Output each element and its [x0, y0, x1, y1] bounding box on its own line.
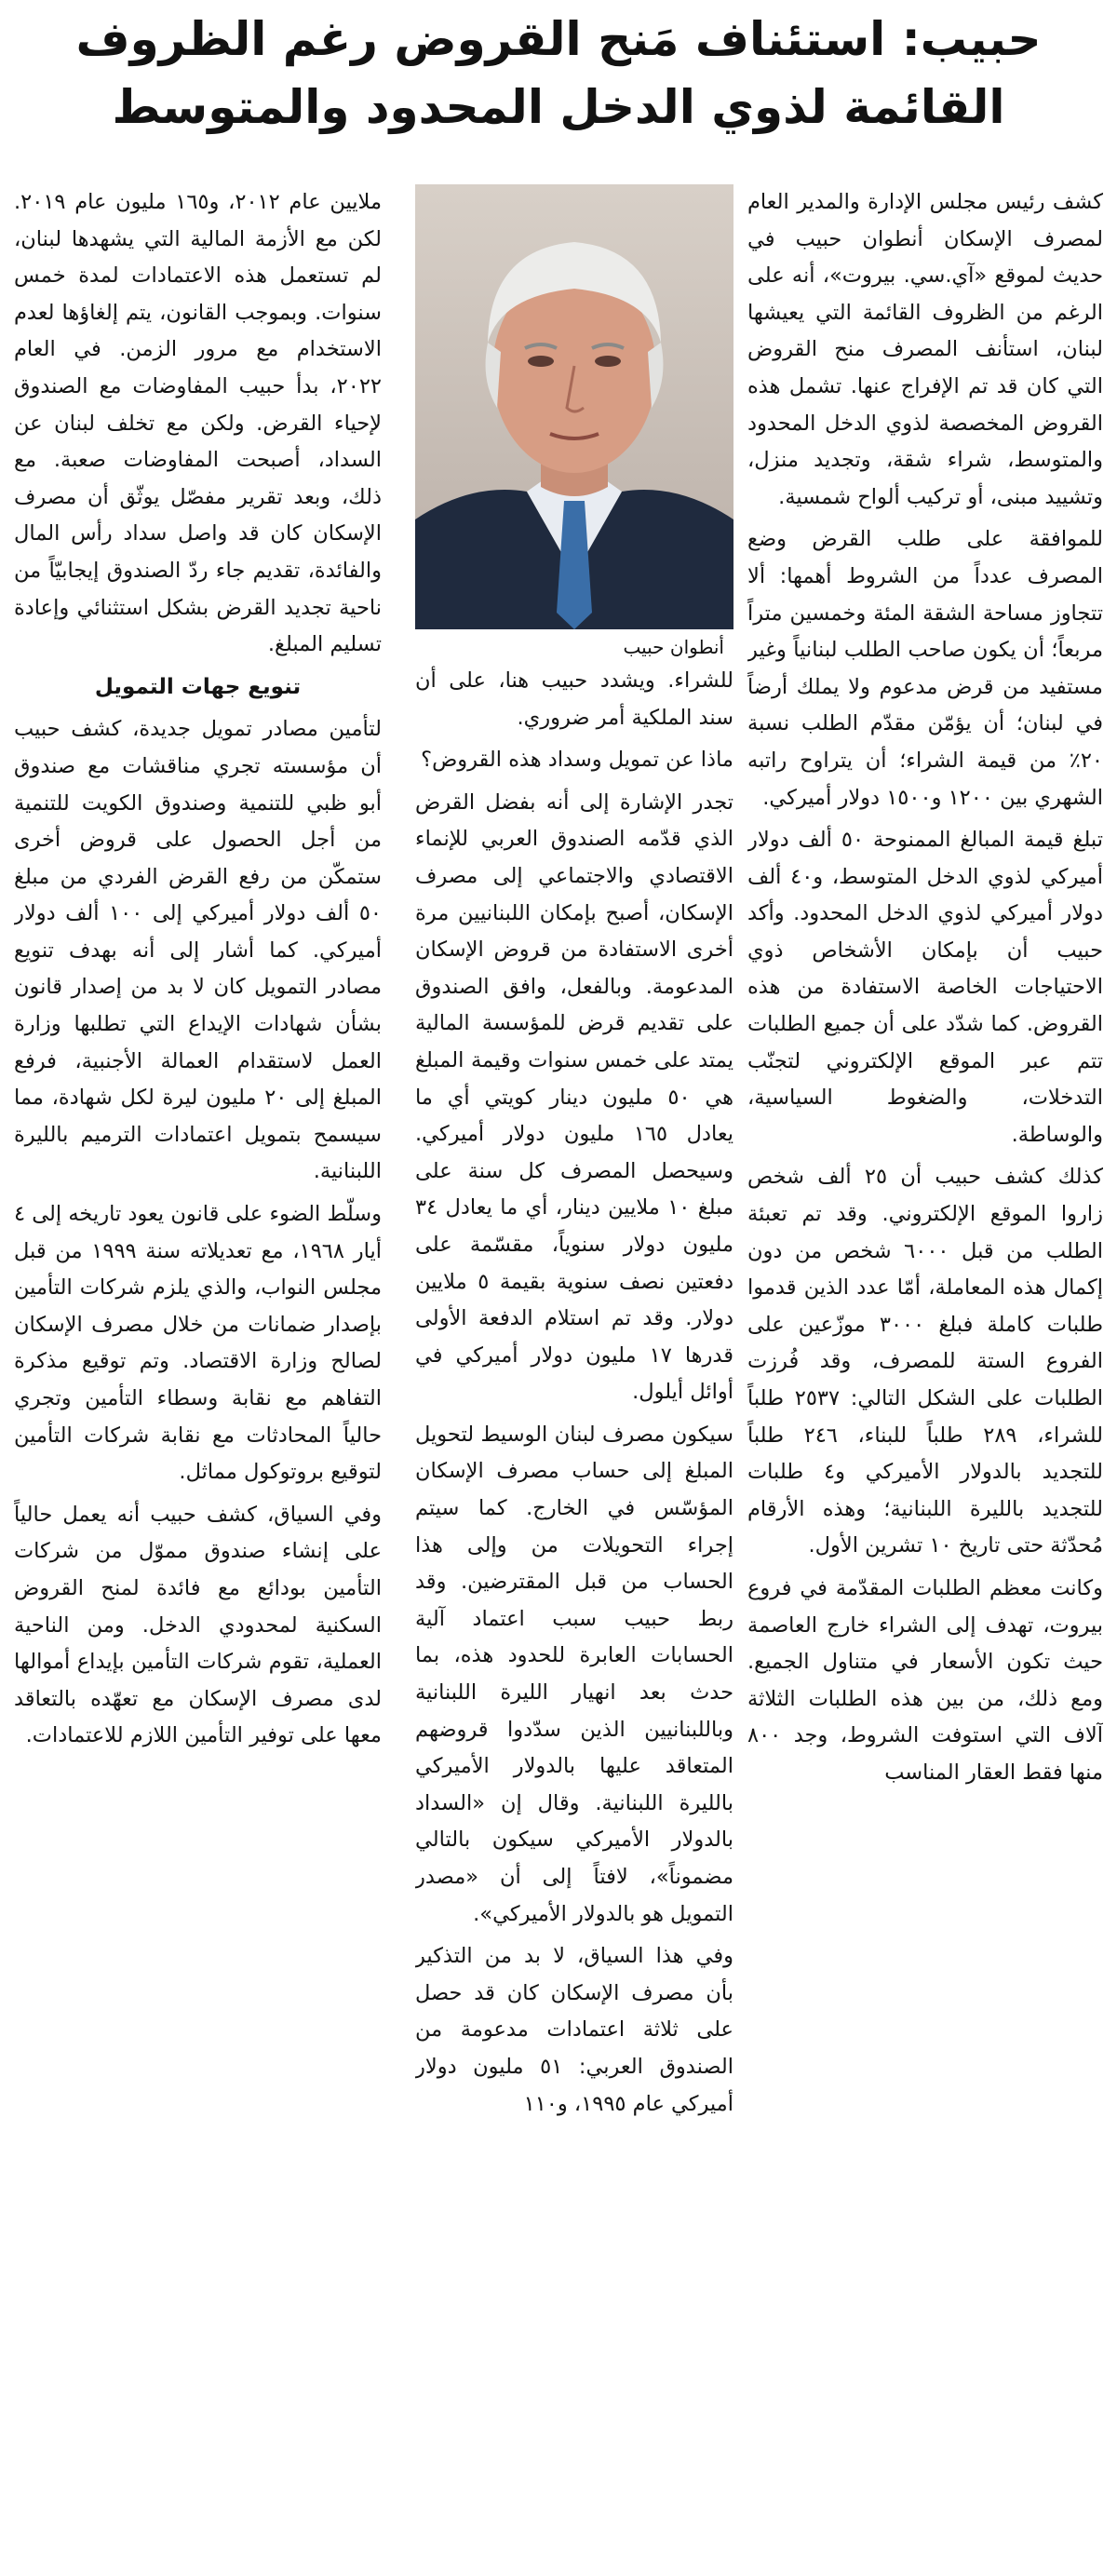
headline-line-1: حبيب: استئناف مَنح القروض رغم الظروف	[75, 12, 1042, 66]
paragraph: وفي السياق، كشف حبيب أنه يعمل حالياً على إنشاء صندوق مموّل من شركات التأمين بودائع مع فائدة لمنح القروض السكنية لمحدودي الدخل. ومن الناحية العملية، تقوم شركات التأمين بإيداع أموالها لدى مصرف الإسكان مع تعهّده بالتعاقد معها على توفير التأمين اللازم للاعتمادات.	[14, 1502, 382, 1748]
article-column-right	[747, 184, 1103, 2568]
paragraph: كذلك كشف حبيب أن ٢٥ ألف شخص زاروا الموقع الإلكتروني. وقد تم تعبئة الطلب من قبل ٦٠٠٠ شخص من دون إكمال هذه المعاملة، أمّا عدد الذين قدموا طلبات كاملة فبلغ ٣٠٠٠ موزّعين على الفروع الستة للمصرف، وقد فُرزت الطلبات على الشكل التالي: ٢٥٣٧ طلباً للشراء، ٢٨٩ طلباً للبناء، ٢٤٦ طلباً للتجديد بالدولار الأميركي و٤ طلبات للتجديد بالليرة اللبنانية؛ وهذه الأرقام مُحدّثة حتى تاريخ ١٠ تشرين الأول.	[747, 1165, 1103, 1558]
paragraph: ملايين عام ٢٠١٢، و١٦٥ مليون عام ٢٠١٩. لكن مع الأزمة المالية التي يشهدها لبنان، لم تستعمل هذه الاعتمادات لمدة خمس سنوات. وبموجب القانون، يتم إلغاؤها لعدم الاستخدام مع مرور الزمن. في العام ٢٠٢٢، بدأ حبيب المفاوضات مع الصندوق لإحياء القرض. ولكن مع تخلف لبنان عن السداد، أصبحت المفاوضات صعبة. مع ذلك، وبعد تقرير مفصّل يوثّق أن مصرف الإسكان كان قد واصل سداد رأس المال والفائدة، تقديم جاء ردّ الصندوق إيجابيّاً من ناحية تجديد القرض بشكل استثنائي وإعادة تسليم المبلغ.	[14, 190, 382, 657]
paragraph: كشف رئيس مجلس الإدارة والمدير العام لمصرف الإسكان أنطوان حبيب في حديث لموقع «آي.سي. بيروت»، أنه على الرغم من الظروف القائمة التي يعيشها لبنان، استأنف المصرف منح القروض التي كان قد تم الإفراج عنها. تشمل هذه القروض المخصصة لذوي الدخل المحدود والمتوسط، شراء شقة، وتجديد منزل، وتشييد مبنى، أو تركيب ألواح شمسية.	[747, 190, 1103, 509]
paragraph: تجدر الإشارة إلى أنه بفضل القرض الذي قدّمه الصندوق العربي للإنماء الاقتصادي والاجتماعي إلى مصرف الإسكان، أصبح بإمكان اللبنانيين مرة أخرى الاستفادة من قروض الإسكان المدعومة. وبالفعل، وافق الصندوق على تقديم قرض للمؤسسة المالية يمتد على خمس سنوات وقيمة المبلغ هي ٥٠ مليون دينار كويتي أي ما يعادل ١٦٥ مليون دولار أميركي. وسيحصل المصرف كل سنة على مبلغ ١٠ ملايين دينار، أي ما يعادل ٣٤ مليون دولار سنوياً، مقسّمة على دفعتين نصف سنوية بقيمة ٥ ملايين دولار. وقد تم استلام الدفعة الأولى قدرها ١٧ مليون دولار أميركي في أوائل أيلول.	[415, 789, 733, 1405]
paragraph: تبلغ قيمة المبالغ الممنوحة ٥٠ ألف دولار أميركي لذوي الدخل المتوسط، و٤٠ ألف دولار أميركي لذوي الدخل المحدود. وأكد حبيب أن بإمكان الأشخاص ذوي الاحتياجات الخاصة الاستفادة من هذه القروض. كما شدّد على أن جميع الطلبات تتم عبر الموقع الإلكتروني لتجنّب التدخلات، والضغوط السياسية، والوساطة.	[747, 828, 1103, 1147]
paragraph: لتأمين مصادر تمويل جديدة، كشف حبيب أن مؤسسته تجري مناقشات مع صندوق أبو ظبي للتنمية وصندوق الكويت للتنمية من أجل الحصول على قروض أخرى ستمكّن من رفع القرض الفردي من مبلغ ٥٠ ألف دولار أميركي إلى ١٠٠ ألف دولار أميركي. كما أشار إلى أنه بهدف تنويع مصادر التمويل كان لا بد من إصدار قانون بشأن شهادات الإيداع التي تطلبها وزارة العمل لاستقدام العمالة الأجنبية، فرفع المبلغ إلى ٢٠ مليون ليرة لكل شهادة، مما سيسمح بتمويل اعتمادات الترميم بالليرة اللبنانية.	[14, 717, 382, 1184]
paragraph: للموافقة على طلب القرض وضع المصرف عدداً من الشروط أهمها: ألا تتجاوز مساحة الشقة المئة وخمسين متراً مربعاً؛ أن يكون صاحب الطلب لبنانياً وغير مستفيد من قرض مدعوم ولا يملك أرضاً في لبنان؛ أن يؤمّن مقدّم الطلب نسبة ٢٠٪ من قيمة الشراء؛ أن يتراوح راتبه الشهري بين ١٢٠٠ و١٥٠٠ دولار أميركي.	[747, 527, 1103, 810]
paragraph: وفي هذا السياق، لا بد من التذكير بأن مصرف الإسكان كان قد حصل على ثلاثة اعتمادات مدعومة من الصندوق العربي: ٥١ مليون دولار أميركي عام ١٩٩٥، و١١٠	[415, 1944, 733, 2116]
section-subheading: تنويع جهات التمويل	[94, 674, 302, 699]
portrait-photo-icon	[415, 184, 733, 629]
headline	[19, 6, 1098, 142]
photo-caption: أنطوان حبيب	[623, 636, 724, 658]
paragraph: للشراء. ويشدد حبيب هنا، على أن سند الملكية أمر ضروري.	[415, 668, 733, 730]
paragraph: سيكون مصرف لبنان الوسيط لتحويل المبلغ إلى حساب مصرف الإسكان المؤسّس في الخارج. كما سيتم إجراء التحويلات من وإلى هذا الحساب من قبل المقترضين. وقد ربط حبيب سبب اعتماد آلية الحسابات العابرة للحدود هذه، بما حدث بعد انهيار الليرة اللبنانية وباللبنانيين الذين سدّدوا قروضهم المتعاقد عليها بالدولار الأميركي بالليرة اللبنانية. وقال إن «السداد بالدولار الأميركي سيكون بالتالي مضموناً»، لافتاً إلى أن «مصدر التمويل هو بالدولار الأميركي».	[415, 1422, 733, 1926]
question-heading: ماذا عن تمويل وسداد هذه القروض؟	[421, 748, 733, 773]
headline-line-2: القائمة لذوي الدخل المحدود والمتوسط	[112, 80, 1005, 134]
portrait-photo	[415, 184, 733, 629]
article-column-middle	[415, 184, 733, 2568]
article-column-left	[14, 184, 382, 2568]
paragraph: وسلّط الضوء على قانون يعود تاريخه إلى ٤ أيار ١٩٦٨، مع تعديلاته سنة ١٩٩٩ من قبل مجلس النواب، والذي يلزم شركات التأمين بإصدار ضمانات من خلال مصرف الإسكان لصالح وزارة الاقتصاد. وتم توقيع مذكرة التفاهم مع نقابة وسطاء التأمين وتجري حالياً المحادثات مع نقابة شركات التأمين لتوقيع بروتوكول مماثل.	[14, 1202, 382, 1485]
paragraph: وكانت معظم الطلبات المقدّمة في فروع بيروت، تهدف إلى الشراء خارج العاصمة حيث تكون الأسعار في متناول الجميع. ومع ذلك، من بين هذه الطلبات الثلاثة آلاف التي استوفت الشروط، وجد ٨٠٠ منها فقط العقار المناسب	[747, 1575, 1103, 1785]
